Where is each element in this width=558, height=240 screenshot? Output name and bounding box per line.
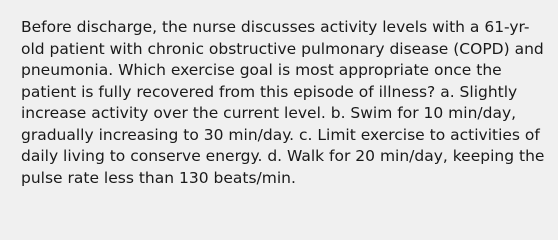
question-text: Before discharge, the nurse discusses activity levels with a 61-yr-old patient with chronic obstructive pulmonary disease (COPD) and pneumonia. Which exercise goal is most appropriate once the patient is fully recovered from this episode of illness? a. Slightly increase activity over the current level. b. Swim for 10 min/day, gradually increasing to 30 min/day. c. Limit exercise to activities of daily living to conserve energy. d. Walk for 20 min/day, keeping the pulse rate less than 130 beats/min.	[21, 18, 545, 187]
